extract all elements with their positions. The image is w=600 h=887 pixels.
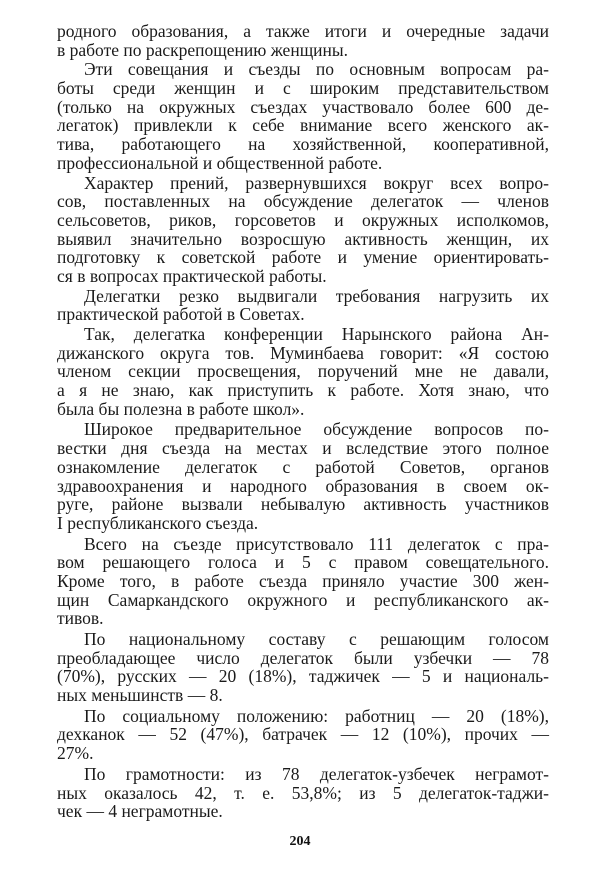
text-line: (только на окружных съездах участвовало более 600 де- <box>57 96 549 117</box>
text-line: ных оказалось 42, т. е. 53,8%; из 5 делегаток-таджи- <box>57 782 549 803</box>
text-line: а я не знаю, как приступить к работе. Хотя знаю, что <box>57 380 549 401</box>
paragraph <box>57 174 549 286</box>
paragraph <box>57 420 549 532</box>
text-line: вестки дня съезда на местах и вследствие этого полное <box>57 438 549 459</box>
text-line: боты среди женщин и с широким представительством <box>57 78 549 99</box>
text-line: ся в вопросах практической работы. <box>57 265 327 286</box>
text-line: дижанского округа тов. Муминбаева говорит: «Я состою <box>57 342 549 363</box>
paragraph <box>57 535 549 628</box>
text-line: Характер прений, развернувшихся вокруг всех вопро- <box>84 172 549 193</box>
text-line: была бы полезна в работе школ». <box>57 398 305 419</box>
paragraph <box>57 22 549 59</box>
text-line: Широкое предварительное обсуждение вопросов по- <box>84 419 549 440</box>
text-line: здравоохранения и народного образования в своем ок- <box>57 475 549 496</box>
text-line: легаток) привлекли к себе внимание всего женского ак- <box>57 115 549 136</box>
text-line: руге, районе вызвали небывалую активность участников <box>57 494 549 515</box>
text-line: тивов. <box>57 608 104 629</box>
text-line: По национальному составу с решающим голосом <box>84 629 549 649</box>
text-line: родного образования, а также итоги и очередные задачи <box>57 21 549 41</box>
text-line: вом решающего голоса и 5 с правом совещательного. <box>57 552 549 573</box>
text-line: По социальному положению: работниц — 20 (18%), <box>84 705 549 726</box>
text-line: Эти совещания и съезды по основным вопросам ра- <box>84 59 549 80</box>
text-line: I республиканского съезда. <box>57 512 259 533</box>
text-line: ных меньшинств — 8. <box>57 685 223 706</box>
text-line: щин Самаркандского окружного и республиканского ак- <box>57 589 549 610</box>
paragraph <box>57 707 549 763</box>
text-line: в работе по раскрепощению женщины. <box>57 39 349 60</box>
text-line: Делегатки резко выдвигали требования нагрузить их <box>84 285 549 306</box>
text-line: ознакомление делегаток с работой Советов, органов <box>57 456 549 477</box>
text-line: чек — 4 неграмотные. <box>57 801 223 822</box>
text-line: тива, работающего на хозяйственной, кооперативной, <box>57 134 549 155</box>
text-line: 27%. <box>57 743 94 764</box>
page-body <box>57 22 549 822</box>
text-line: профессиональной и общественной работе. <box>57 152 383 173</box>
paragraph <box>57 325 549 418</box>
text-line: членом секции просвещения, поручений мне не давали, <box>57 361 549 382</box>
paragraph <box>57 287 549 324</box>
text-line: подготовку к советской работе и умение ориентировать- <box>57 247 549 268</box>
page-number: 204 <box>289 834 311 849</box>
text-line: сов, поставленных на обсуждение делегаток — членов <box>57 191 549 212</box>
text-line: сельсоветов, риков, горсоветов и окружных исполкомов, <box>57 209 549 230</box>
text-line: По грамотности: из 78 делегаток-узбечек неграмот- <box>84 763 549 784</box>
text-line: (70%), русских — 20 (18%), таджичек — 5 и националь- <box>57 666 549 687</box>
paragraph <box>57 60 549 172</box>
paragraph <box>57 765 549 821</box>
text-line: Всего на съезде присутствовало 111 делегаток с пра- <box>84 533 549 554</box>
text-line: дехканок — 52 (47%), батрачек — 12 (10%), прочих — <box>57 724 549 745</box>
paragraph <box>57 630 549 705</box>
text-line: выявил значительно возросшую активность женщин, их <box>57 228 549 249</box>
text-line: практической работой в Советах. <box>57 304 305 325</box>
text-line: преобладающее число делегаток были узбечки — 78 <box>57 647 549 668</box>
text-line: Кроме того, в работе съезда приняло участие 300 жен- <box>57 570 549 591</box>
text-line: Так, делегатка конференции Нарынского района Ан- <box>84 324 549 344</box>
